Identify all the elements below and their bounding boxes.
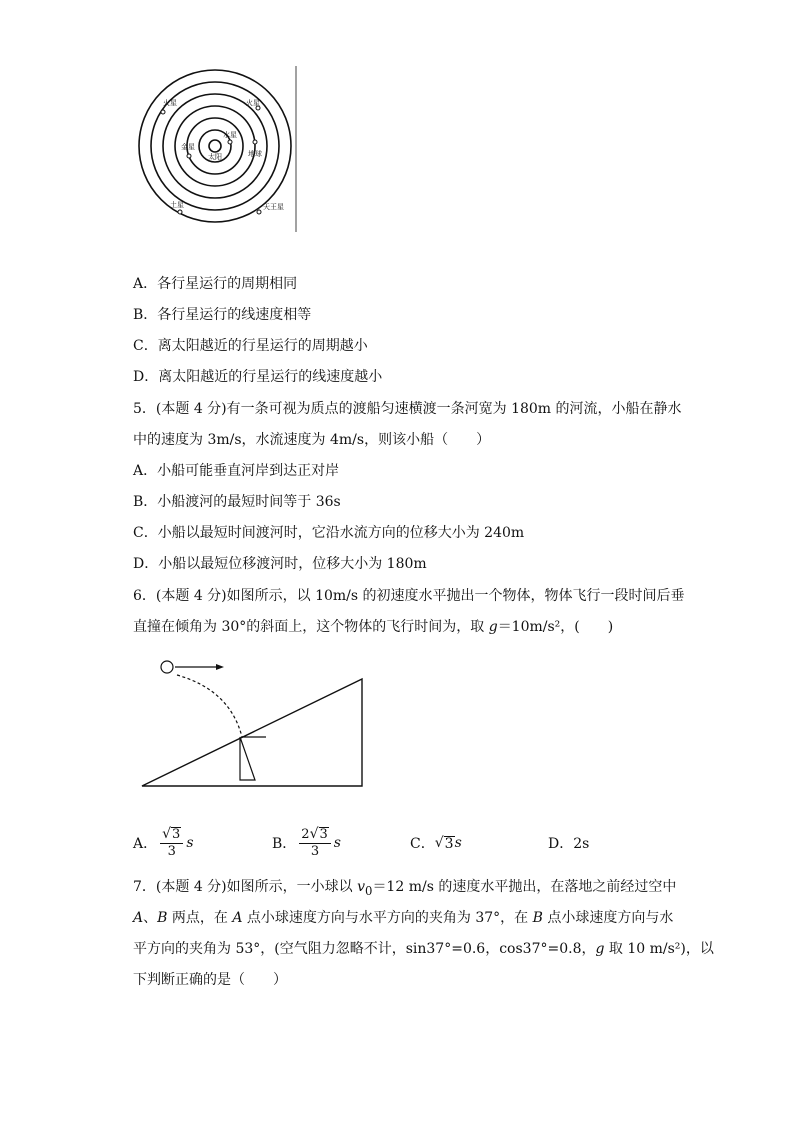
label-earth: 地球	[248, 150, 262, 158]
angle-triangle	[240, 737, 255, 780]
orbits	[139, 70, 291, 222]
q6-option-d: D．2s	[548, 836, 590, 852]
q5-option-b: B．小船渡河的最短时间等于 36s	[133, 494, 341, 510]
uranus-dot	[257, 210, 261, 214]
label-sun: 太阳	[208, 153, 222, 161]
q6-stem-line2: 直撞在倾角为 30°的斜面上，这个物体的飞行时间为，取 g＝10m/s²，( )	[133, 619, 614, 635]
orbit-mars	[163, 94, 267, 198]
label-saturn: 土星	[170, 201, 184, 209]
trajectory-dashed	[177, 675, 242, 737]
q5-option-d: D．小船以最短位移渡河时，位移大小为 180m	[133, 556, 427, 572]
saturn-dot	[178, 210, 182, 214]
q4-option-d: D．离太阳越近的行星运行的线速度越小	[133, 369, 383, 385]
label-mars: 火星	[163, 99, 177, 107]
q7-stem-line1: 7．(本题 4 分)如图所示，一小球以 $v_0=12$ m/s 的速度水平抛出，在落地之前经过空中	[133, 879, 677, 898]
mercury-dot	[228, 140, 232, 144]
q6-option-b: B． 2 √ 3 3 s	[272, 826, 341, 859]
q5-option-a: A．小船可能垂直河岸到达正对岸	[133, 463, 340, 479]
label-uranus: 天王星	[263, 203, 284, 211]
q5-stem-line1: 5．(本题 4 分)有一条可视为质点的渡船匀速横渡一条河宽为 180m 的河流，小船在静水	[133, 401, 682, 417]
q6-option-c: C． √ 3 s	[410, 835, 462, 852]
q7-stem-line3: 平方向的夹角为 53°，(空气阻力忽略不计，sin37°=0.6，cos37°=0.8，g 取 10 m/s²)，以	[133, 941, 714, 957]
q7-stem-line4: 下判断正确的是（ ）	[133, 972, 287, 988]
label-jupiter: 火星	[246, 99, 260, 107]
q4-option-b: B．各行星运行的线速度相等	[133, 307, 312, 323]
label-venus: 金星	[181, 143, 195, 151]
orbit-venus	[187, 118, 243, 174]
label-mercury: 水星	[223, 131, 237, 139]
orbit-saturn	[139, 70, 291, 222]
q4-option-c: C．离太阳越近的行星运行的周期越小	[133, 338, 368, 354]
incline-figure	[140, 655, 368, 790]
solar-system-figure	[133, 64, 303, 236]
q7-stem-line2: A、B 两点，在 A 点小球速度方向与水平方向的夹角为 37°，在 B 点小球速度方向与水	[133, 910, 674, 926]
q5-stem-line2: 中的速度为 3m/s，水流速度为 4m/s，则该小船（ ）	[133, 432, 491, 448]
arrow-head	[216, 664, 224, 670]
q6-option-a: A． √ 3 3 s	[133, 826, 194, 859]
sun-circle	[209, 140, 221, 152]
mars-dot	[161, 110, 165, 114]
q4-option-a: A．各行星运行的周期相同	[133, 276, 298, 292]
venus-dot	[187, 154, 191, 158]
earth-dot	[253, 140, 257, 144]
q6-stem-line1: 6．(本题 4 分)如图所示，以 10m/s 的初速度水平抛出一个物体，物体飞行一段时间后垂	[133, 588, 685, 604]
q5-option-c: C．小船以最短时间渡河时，它沿水流方向的位移大小为 240m	[133, 525, 525, 541]
ball	[161, 661, 173, 673]
